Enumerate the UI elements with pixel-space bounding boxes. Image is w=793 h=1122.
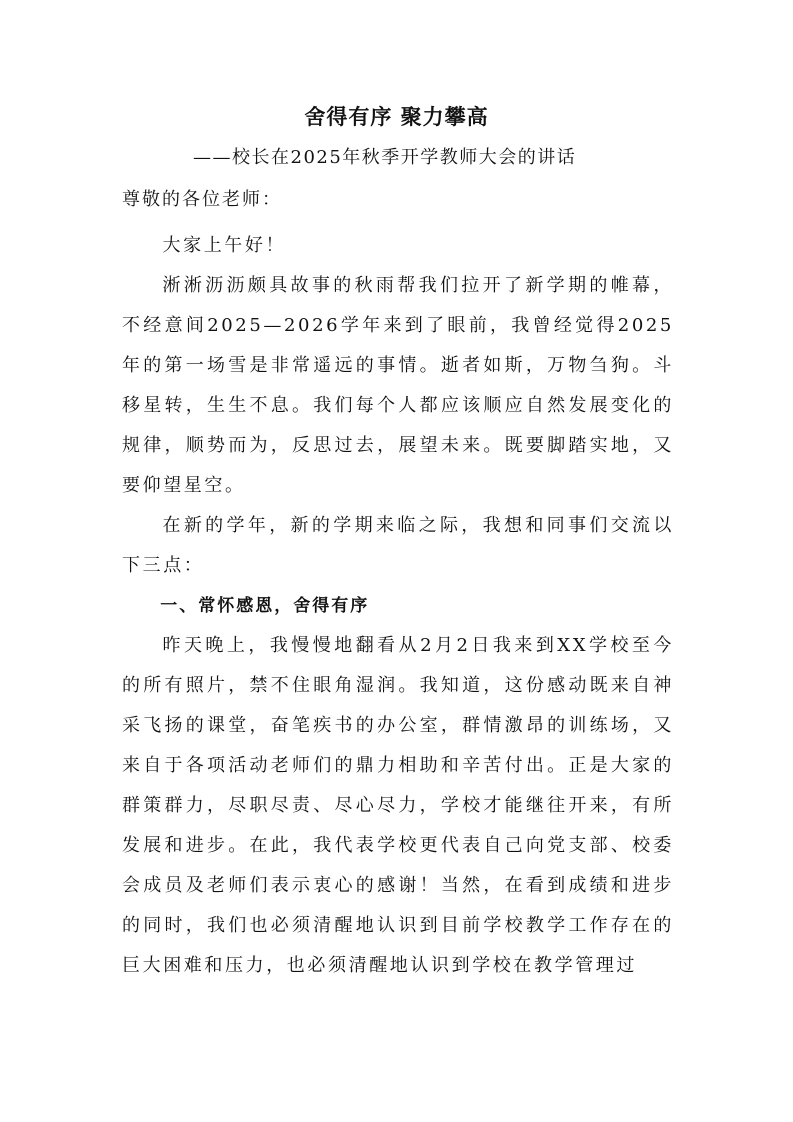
body-paragraph: 在新的学年，新的学期来临之际，我想和同事们交流以下三点：: [122, 515, 674, 576]
greeting-paragraph: 大家上午好！: [162, 235, 287, 256]
document-subtitle: ——校长在2025年秋季开学教师大会的讲话: [193, 147, 577, 168]
section-heading: 一、常怀感恩，舍得有序: [160, 596, 370, 616]
body-paragraph: 淅淅沥沥颇具故事的秋雨帮我们拉开了新学期的帷幕，不经意间2025—2026学年来到了眼前，我曾经觉得2025年的第一场雪是非常遥远的事情。逝者如斯，万物刍狗。斗移星转，生生不息。我们每个人都应该顺应自然发展变化的规律，顺势而为，反思过去，展望未来。既要脚踏实地，又要仰望星空。: [122, 275, 674, 496]
document-title: 舍得有序 聚力攀高: [304, 105, 489, 129]
salutation: 尊敬的各位老师：: [122, 189, 282, 210]
body-paragraph: 昨天晚上，我慢慢地翻看从2月2日我来到XX学校至今的所有照片，禁不住眼角湿润。我知道，这份感动既来自神采飞扬的课堂，奋笔疾书的办公室，群情激昂的训练场，又来自于各项活动老师们的鼎力相助和辛苦付出。正是大家的群策群力，尽职尽责、尽心尽力，学校才能继往开来，有所发展和进步。在此，我代表学校更代表自己向党支部、校委会成员及老师们表示衷心的感谢！当然，在看到成绩和进步的同时，我们也必须清醒地认识到目前学校教学工作存在的巨大困难和压力，也必须清醒地认识到学校在教学管理过: [122, 635, 674, 976]
document-body: [122, 226, 674, 986]
